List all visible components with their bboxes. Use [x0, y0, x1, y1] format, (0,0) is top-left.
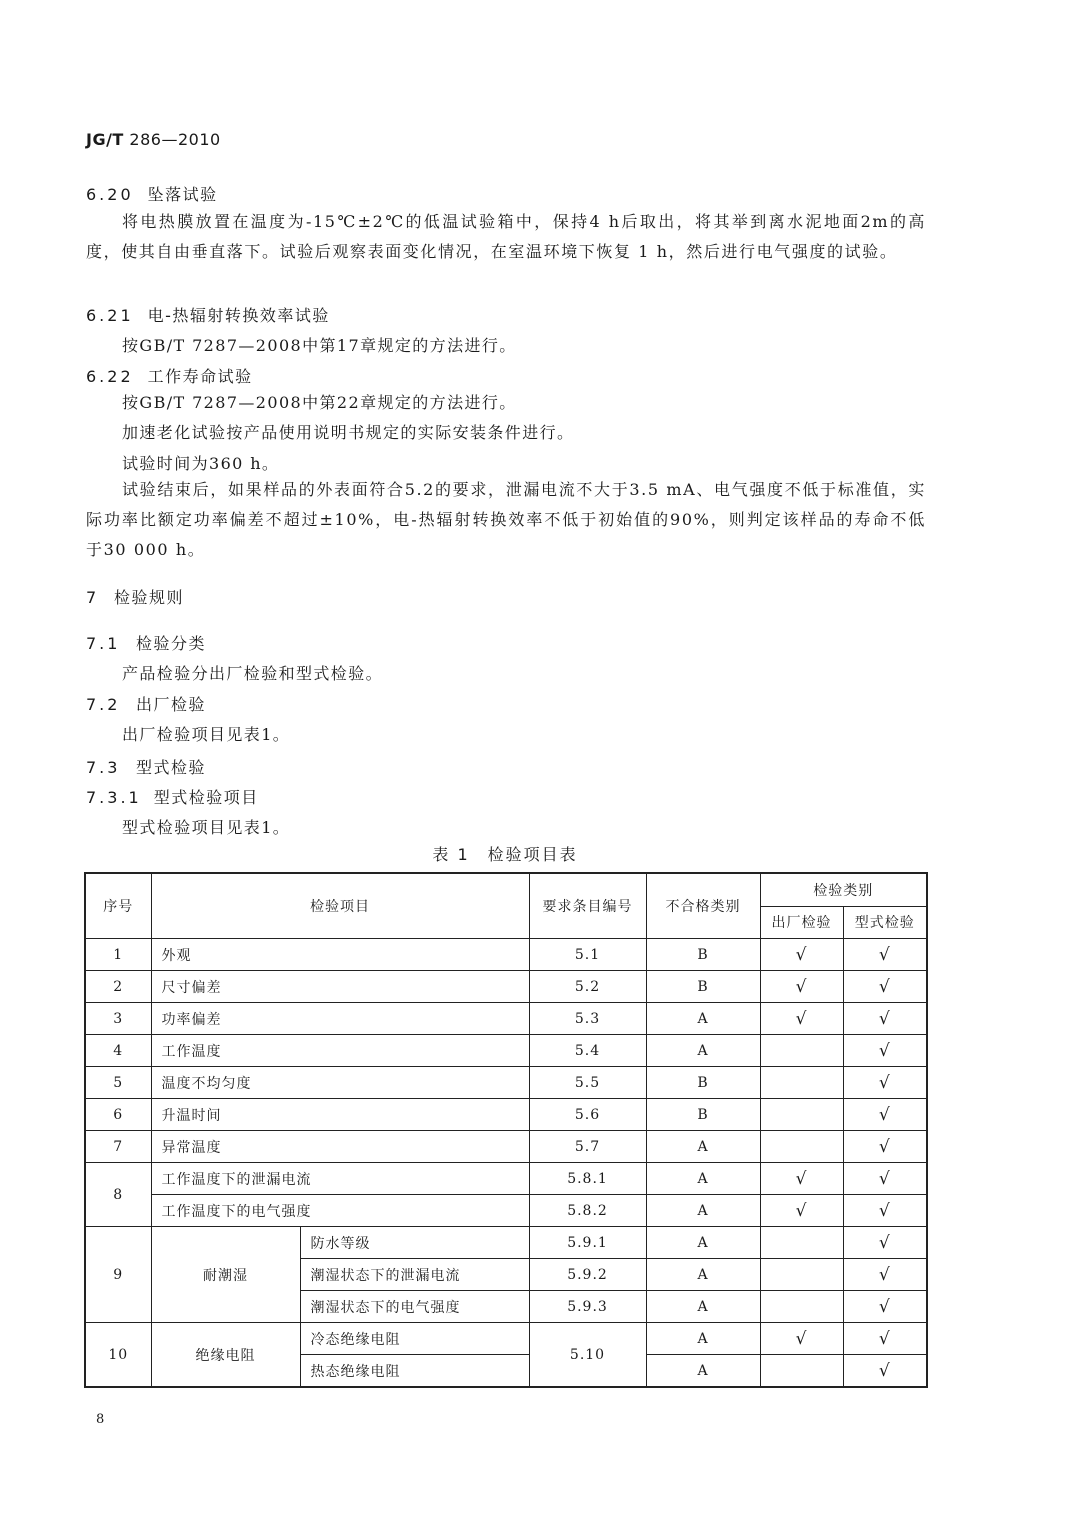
cell-clause: 5.1	[529, 939, 646, 971]
table-row	[85, 1131, 927, 1163]
cell-factory-check	[760, 1259, 843, 1291]
table-row	[85, 1035, 927, 1067]
cell-factory-check	[760, 1227, 843, 1259]
header-category: 不合格类别	[646, 873, 760, 939]
section-number: 6.22	[86, 367, 134, 386]
cell-category: B	[646, 971, 760, 1003]
cell-factory-check	[760, 1355, 843, 1388]
table-row	[85, 1323, 927, 1355]
cell-item: 潮湿状态下的泄漏电流	[300, 1259, 529, 1291]
header-no: 序号	[85, 873, 151, 939]
cell-category: A	[646, 1355, 760, 1388]
section-6-20-heading	[86, 182, 926, 205]
section-number: 6.21	[86, 306, 134, 325]
cell-factory-check: √	[760, 1003, 843, 1035]
cell-category: A	[646, 1163, 760, 1195]
cell-category: B	[646, 939, 760, 971]
cell-factory-check: √	[760, 1323, 843, 1355]
section-number: 7.1	[86, 634, 121, 653]
table-row	[85, 1227, 927, 1259]
section-7-3-1-heading	[86, 785, 926, 808]
section-title: 检验分类	[136, 634, 207, 653]
table-caption: 表 1 检验项目表	[432, 845, 578, 864]
section-number: 7.3.1	[86, 788, 142, 807]
section-title: 型式检验项目	[153, 788, 259, 807]
table-row	[85, 939, 927, 971]
header-type-test: 型式检验	[843, 906, 927, 939]
section-7-3-1-paragraph: 型式检验项目见表1。	[122, 818, 291, 837]
cell-category: A	[646, 1003, 760, 1035]
section-6-20-paragraph: 将电热膜放置在温度为-15℃±2℃的低温试验箱中，保持4 h后取出，将其举到离水泥地面2m的高度，使其自由垂直落下。试验后观察表面变化情况，在室温环境下恢复 1 h，然后进行电气强度的试验。	[86, 212, 926, 261]
section-title: 出厂检验	[136, 695, 207, 714]
section-6-22-heading	[86, 364, 926, 387]
table-row	[85, 1099, 927, 1131]
table-row	[85, 1163, 927, 1195]
cell-factory-check: √	[760, 1163, 843, 1195]
standard-number: 286—2010	[123, 130, 221, 149]
cell-category: A	[646, 1035, 760, 1067]
cell-type-check: √	[843, 1355, 927, 1388]
inspection-items-table	[84, 872, 928, 1388]
cell-type-check: √	[843, 1163, 927, 1195]
cell-type-check: √	[843, 1067, 927, 1099]
cell-clause: 5.6	[529, 1099, 646, 1131]
cell-category: A	[646, 1195, 760, 1227]
cell-factory-check: √	[760, 971, 843, 1003]
cell-factory-check	[760, 1291, 843, 1323]
section-7-2-heading	[86, 692, 926, 715]
section-title: 型式检验	[136, 758, 207, 777]
header-factory: 出厂检验	[760, 906, 843, 939]
cell-no: 1	[85, 939, 151, 971]
cell-type-check: √	[843, 1323, 927, 1355]
section-7-1-paragraph: 产品检验分出厂检验和型式检验。	[122, 664, 384, 683]
cell-category: A	[646, 1131, 760, 1163]
section-number: 6.20	[86, 185, 134, 204]
cell-clause: 5.3	[529, 1003, 646, 1035]
cell-no: 4	[85, 1035, 151, 1067]
cell-no: 3	[85, 1003, 151, 1035]
cell-no: 7	[85, 1131, 151, 1163]
section-7-1-heading	[86, 631, 926, 654]
cell-type-check: √	[843, 971, 927, 1003]
cell-clause: 5.8.1	[529, 1163, 646, 1195]
cell-group: 绝缘电阻	[151, 1323, 300, 1388]
section-title: 工作寿命试验	[147, 367, 253, 386]
cell-factory-check: √	[760, 1195, 843, 1227]
cell-item: 冷态绝缘电阻	[300, 1323, 529, 1355]
section-6-21-heading	[86, 303, 926, 326]
cell-type-check: √	[843, 1099, 927, 1131]
cell-no: 9	[85, 1227, 151, 1323]
cell-no: 8	[85, 1163, 151, 1227]
cell-factory-check	[760, 1131, 843, 1163]
cell-item: 工作温度	[151, 1035, 529, 1067]
table-row	[85, 971, 927, 1003]
cell-clause: 5.7	[529, 1131, 646, 1163]
cell-item: 异常温度	[151, 1131, 529, 1163]
section-7-2-paragraph: 出厂检验项目见表1。	[122, 725, 291, 744]
cell-clause: 5.4	[529, 1035, 646, 1067]
cell-item: 热态绝缘电阻	[300, 1355, 529, 1388]
section-number: 7	[86, 588, 100, 607]
section-title: 坠落试验	[147, 185, 218, 204]
cell-clause: 5.5	[529, 1067, 646, 1099]
cell-factory-check	[760, 1067, 843, 1099]
cell-factory-check: √	[760, 939, 843, 971]
cell-item: 功率偏差	[151, 1003, 529, 1035]
cell-item: 温度不均匀度	[151, 1067, 529, 1099]
cell-type-check: √	[843, 1003, 927, 1035]
cell-clause: 5.2	[529, 971, 646, 1003]
section-number: 7.2	[86, 695, 121, 714]
cell-no: 5	[85, 1067, 151, 1099]
section-title: 检验规则	[114, 588, 185, 607]
section-6-22-line-3: 试验时间为360 h。	[122, 454, 280, 473]
cell-item: 防水等级	[300, 1227, 529, 1259]
cell-type-check: √	[843, 1195, 927, 1227]
section-number: 7.3	[86, 758, 121, 777]
cell-category: A	[646, 1323, 760, 1355]
cell-no: 10	[85, 1323, 151, 1388]
cell-clause: 5.9.2	[529, 1259, 646, 1291]
cell-item: 工作温度下的电气强度	[151, 1195, 529, 1227]
section-6-22-paragraph: 试验结束后，如果样品的外表面符合5.2的要求，泄漏电流不大于3.5 mA、电气强度不低于标准值，实际功率比额定功率偏差不超过±10%，电-热辐射转换效率不低于初始值的90%，则判定该样品的寿命不低于30 000 h。	[86, 480, 926, 559]
cell-no: 6	[85, 1099, 151, 1131]
cell-factory-check	[760, 1035, 843, 1067]
cell-item: 升温时间	[151, 1099, 529, 1131]
cell-category: B	[646, 1067, 760, 1099]
table-row	[85, 1067, 927, 1099]
cell-category: A	[646, 1227, 760, 1259]
section-6-22-line-1: 按GB/T 7287—2008中第22章规定的方法进行。	[122, 393, 517, 412]
cell-no: 2	[85, 971, 151, 1003]
header-inspection-type: 检验类别	[760, 873, 927, 906]
section-7-3-heading	[86, 755, 926, 778]
section-6-22-line-2: 加速老化试验按产品使用说明书规定的实际安装条件进行。	[122, 423, 575, 442]
page-number: 8	[96, 1412, 105, 1427]
cell-item: 潮湿状态下的电气强度	[300, 1291, 529, 1323]
cell-clause: 5.8.2	[529, 1195, 646, 1227]
table-row	[85, 1003, 927, 1035]
cell-item: 工作温度下的泄漏电流	[151, 1163, 529, 1195]
cell-clause: 5.9.3	[529, 1291, 646, 1323]
cell-category: A	[646, 1259, 760, 1291]
section-title: 电-热辐射转换效率试验	[147, 306, 330, 325]
table-row	[85, 1195, 927, 1227]
header-clause: 要求条目编号	[529, 873, 646, 939]
cell-group: 耐潮湿	[151, 1227, 300, 1323]
cell-type-check: √	[843, 1291, 927, 1323]
standard-code: JG/T	[86, 130, 124, 149]
cell-clause: 5.9.1	[529, 1227, 646, 1259]
cell-item: 尺寸偏差	[151, 971, 529, 1003]
cell-category: B	[646, 1099, 760, 1131]
cell-clause: 5.10	[529, 1323, 646, 1388]
section-6-21-paragraph: 按GB/T 7287—2008中第17章规定的方法进行。	[122, 336, 517, 355]
cell-type-check: √	[843, 1259, 927, 1291]
cell-category: A	[646, 1291, 760, 1323]
cell-factory-check	[760, 1099, 843, 1131]
cell-type-check: √	[843, 1131, 927, 1163]
header-item: 检验项目	[151, 873, 529, 939]
cell-type-check: √	[843, 1227, 927, 1259]
standard-header	[86, 130, 221, 149]
cell-item: 外观	[151, 939, 529, 971]
cell-type-check: √	[843, 1035, 927, 1067]
cell-type-check: √	[843, 939, 927, 971]
chapter-7-heading	[86, 585, 926, 608]
